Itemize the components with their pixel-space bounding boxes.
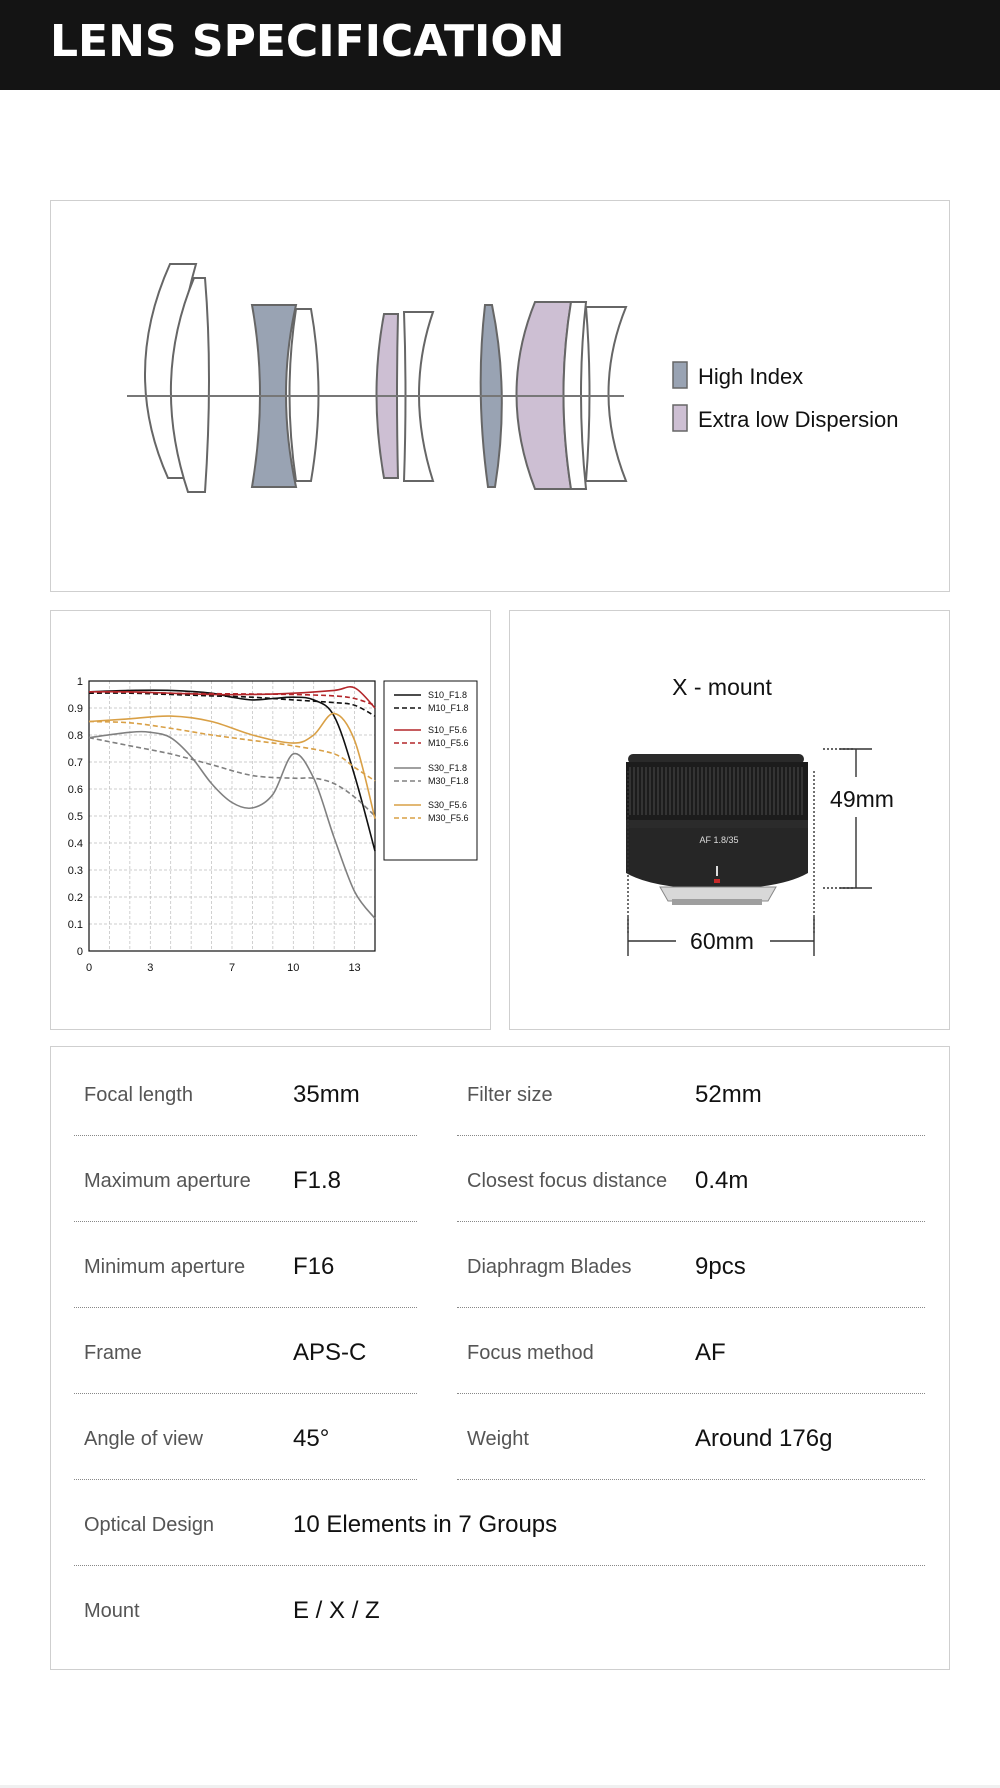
legend-label: S30_F1.8 bbox=[428, 763, 468, 773]
x-tick-label: 13 bbox=[348, 962, 361, 974]
lens-product-image bbox=[626, 754, 808, 905]
spec-label-diaphragm-blades: Diaphragm Blades bbox=[467, 1256, 632, 1278]
row-divider bbox=[457, 1307, 925, 1308]
row-divider bbox=[457, 1479, 925, 1480]
lens-dimension-illustration bbox=[510, 611, 951, 1031]
spec-value-weight: Around 176g bbox=[695, 1425, 833, 1452]
lens-diagram-panel bbox=[50, 200, 950, 592]
spec-value-angle-of-view: 45° bbox=[293, 1425, 330, 1452]
spec-label-minimum-aperture: Minimum aperture bbox=[84, 1256, 246, 1278]
legend-label: S30_F5.6 bbox=[428, 800, 468, 810]
row-divider bbox=[74, 1307, 417, 1308]
x-tick-label: 0 bbox=[85, 962, 93, 974]
spec-value-mount: E / X / Z bbox=[293, 1597, 380, 1624]
row-divider bbox=[74, 1135, 417, 1136]
spec-label-filter-size: Filter size bbox=[467, 1084, 553, 1106]
y-tick-label: 0.6 bbox=[67, 784, 83, 796]
legend-high-index-label: High Index bbox=[698, 364, 804, 389]
y-tick-label: 0.8 bbox=[67, 730, 83, 742]
legend-label: M30_F1.8 bbox=[428, 776, 469, 786]
row-divider bbox=[74, 1221, 417, 1222]
spec-value-frame: APS-C bbox=[293, 1339, 367, 1366]
chart-grid bbox=[89, 681, 375, 951]
legend-label: S10_F1.8 bbox=[428, 690, 468, 700]
x-tick-label: 10 bbox=[287, 962, 300, 974]
page-title: LENS SPECIFICATION bbox=[50, 16, 565, 67]
spec-value-minimum-aperture: F16 bbox=[293, 1253, 335, 1280]
lens-model-text: AF 1.8/35 bbox=[699, 835, 739, 845]
spec-label-closest-focus-distance: Closest focus distance bbox=[467, 1170, 668, 1192]
spec-value-focal-length: 35mm bbox=[293, 1081, 360, 1108]
x-tick-label: 3 bbox=[147, 962, 154, 974]
row-divider bbox=[457, 1221, 925, 1222]
lens-element-diagram bbox=[51, 201, 951, 593]
spec-label-angle-of-view: Angle of view bbox=[84, 1428, 203, 1450]
height-dimension bbox=[823, 749, 872, 888]
spec-value-optical-design: 10 Elements in 7 Groups bbox=[293, 1511, 558, 1538]
mount-dimensions-panel bbox=[509, 610, 950, 1030]
spec-label-focus-method: Focus method bbox=[467, 1342, 594, 1364]
spec-label-focal-length: Focal length bbox=[84, 1084, 193, 1106]
mount-title: X - mount bbox=[672, 674, 772, 700]
specifications-table bbox=[50, 1046, 950, 1670]
legend-label: M10_F5.6 bbox=[428, 738, 469, 748]
height-label: 49mm bbox=[830, 786, 894, 812]
row-divider bbox=[457, 1393, 925, 1394]
spec-label-mount: Mount bbox=[84, 1600, 140, 1622]
y-tick-label: 0.7 bbox=[67, 757, 83, 769]
spec-value-maximum-aperture: F1.8 bbox=[293, 1167, 342, 1194]
row-divider bbox=[457, 1135, 925, 1136]
extra-low-dispersion-swatch bbox=[673, 405, 687, 431]
spec-label-weight: Weight bbox=[467, 1428, 529, 1450]
high-index-swatch bbox=[673, 362, 687, 388]
x-tick-label: 7 bbox=[228, 962, 236, 974]
page-header bbox=[0, 0, 1000, 90]
y-tick-label: 0.3 bbox=[67, 865, 83, 877]
y-tick-label: 0.1 bbox=[67, 919, 83, 931]
spec-value-closest-focus-distance: 0.4m bbox=[695, 1167, 749, 1194]
mtf-chart-panel bbox=[50, 610, 491, 1030]
legend-label: S10_F5.6 bbox=[428, 725, 468, 735]
legend-label: M10_F1.8 bbox=[428, 703, 469, 713]
width-label: 60mm bbox=[690, 928, 754, 954]
y-tick-label: 1 bbox=[76, 676, 83, 688]
row-divider bbox=[74, 1479, 417, 1480]
series-line-s30-f1-8 bbox=[89, 732, 375, 919]
y-tick-label: 0.4 bbox=[67, 838, 83, 850]
y-tick-label: 0.2 bbox=[67, 892, 83, 904]
y-tick-label: 0 bbox=[76, 946, 83, 958]
spec-label-optical-design: Optical Design bbox=[84, 1514, 215, 1536]
lens-element-10 bbox=[586, 307, 626, 481]
spec-value-diaphragm-blades: 9pcs bbox=[695, 1253, 746, 1280]
row-divider bbox=[74, 1393, 417, 1394]
mtf-chart bbox=[51, 611, 492, 1031]
spec-value-focus-method: AF bbox=[695, 1339, 726, 1366]
row-divider bbox=[74, 1565, 925, 1566]
legend-extra-low-dispersion-label: Extra low Dispersion bbox=[698, 407, 899, 432]
y-tick-label: 0.9 bbox=[67, 703, 83, 715]
spec-label-frame: Frame bbox=[84, 1342, 142, 1364]
y-tick-label: 0.5 bbox=[67, 811, 83, 823]
spec-label-maximum-aperture: Maximum aperture bbox=[84, 1170, 251, 1192]
spec-value-filter-size: 52mm bbox=[695, 1081, 762, 1108]
legend-label: M30_F5.6 bbox=[428, 813, 469, 823]
